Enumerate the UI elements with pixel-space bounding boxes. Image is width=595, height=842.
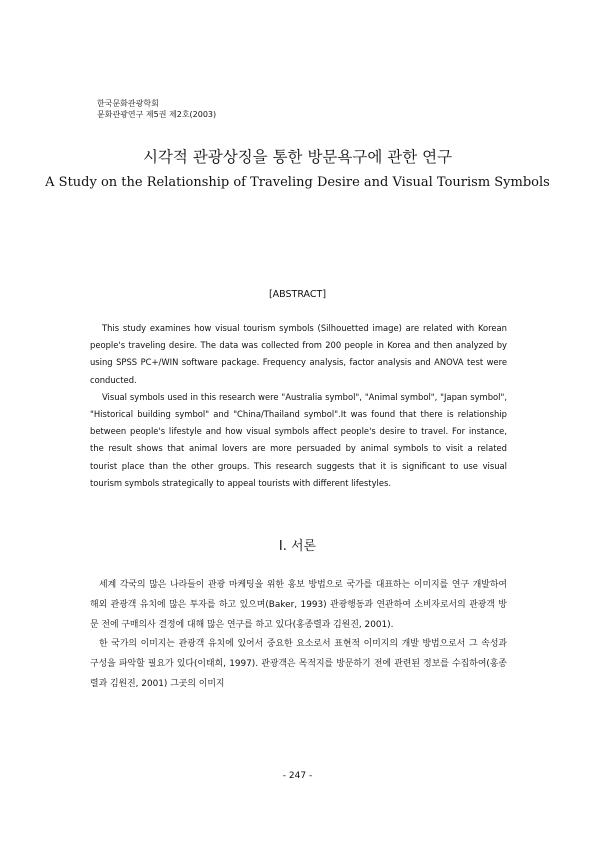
journal-volume-info: 문화관광연구 제5권 제2호(2003) — [97, 110, 217, 119]
korean-title: 시각적 관광상징을 통한 방문욕구에 관한 연구 — [142, 148, 453, 166]
section-heading-introduction: I. 서론 — [278, 539, 317, 554]
introduction-body — [90, 576, 507, 695]
abstract-heading: [ABSTRACT] — [268, 289, 327, 300]
body-paragraph: 한 국가의 이미지는 관광객 유치에 있어서 중요한 요소로서 표현적 이미지의 개발 방법으로서 그 속성과 구성을 파악할 필요가 있다(이태희, 1997). 관광객은 목적지를 방문하기 전에 관련된 정보를 수집하여(홍종렬과 김원진, 2001) 그곳의 이미지 — [90, 639, 507, 689]
abstract-paragraph: Visual symbols used in this research were "Australia symbol", "Animal symbol", "Japan symbol", "Historical building symbol" and "China/Thailand symbol".It was found that there is relationship between people's lifestyle and how visual symbols affect people's desire to travel. For instance, the result shows that animal lovers are more persuaded by animal symbols to visit a related tourist place than the other groups. This research suggests that it is significant to use visual tourism symbols strategically to appeal tourists with different lifestyles. — [90, 391, 507, 488]
abstract-body — [90, 320, 507, 492]
abstract-paragraph: This study examines how visual tourism symbols (Silhouetted image) are related with Korean people's traveling desire. The data was collected from 200 people in Korea and then analyzed by using SPSS PC+/WIN software package. Frequency analysis, factor analysis and ANOVA test were conducted. — [90, 323, 507, 385]
page-number: - 247 - — [282, 771, 313, 781]
english-title: A Study on the Relationship of Traveling Desire and Visual Tourism Symbols — [45, 175, 550, 190]
journal-society-name: 한국문화관광학회 — [97, 99, 159, 108]
body-paragraph: 세계 각국의 많은 나라들이 관광 마케팅을 위한 홍보 방법으로 국가를 대표하는 이미지를 연구 개발하여 해외 관광객 유치에 많은 투자를 하고 있으며(Baker, 1993) 관광행동과 연관하여 소비자로서의 관광객 방문 전에 구매의사 결정에 대해 많은 연구를 하고 있다(홍종렬과 김원진, 2001). — [90, 580, 507, 630]
